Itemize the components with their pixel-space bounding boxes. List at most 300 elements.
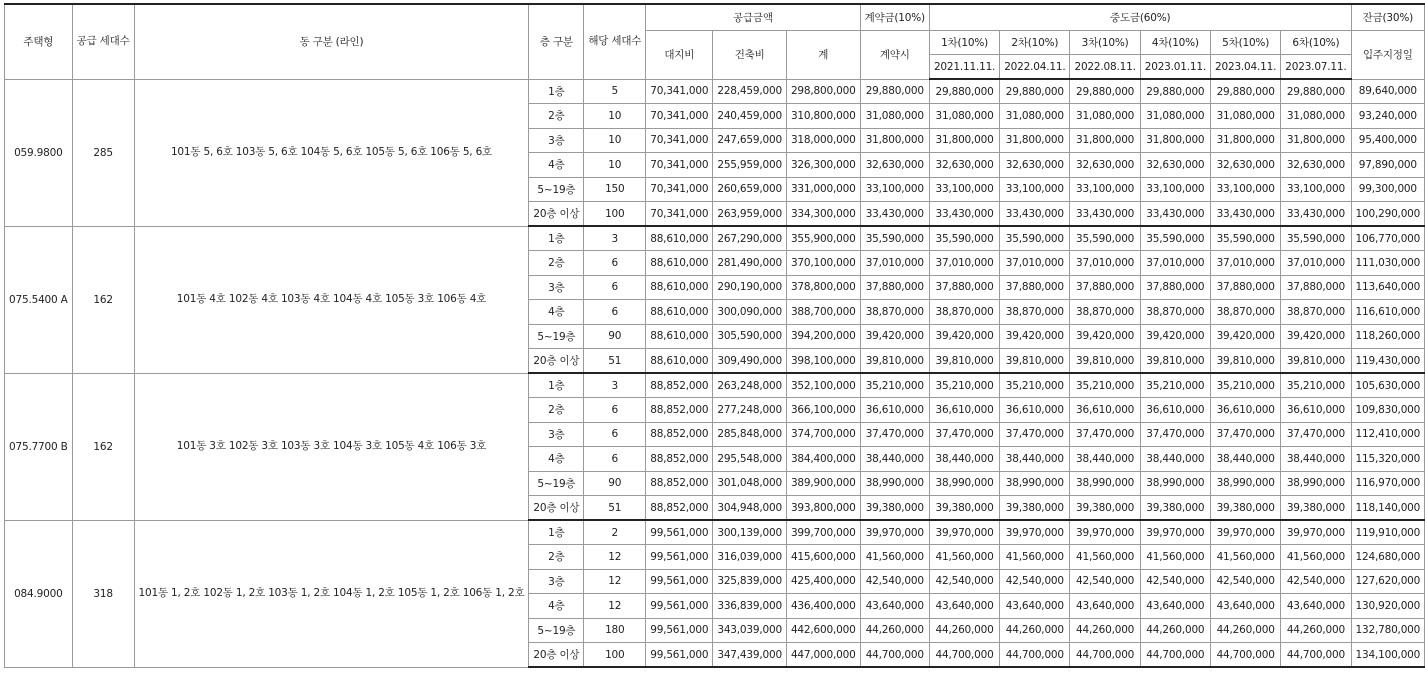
- total-price-cell: 355,900,000: [786, 226, 860, 251]
- total-price-cell: 298,800,000: [786, 79, 860, 104]
- total-price-cell: 399,700,000: [786, 520, 860, 545]
- header-balance-group: 잔금(30%): [1351, 4, 1425, 30]
- header-middle-5: 5차(10%): [1211, 30, 1281, 55]
- middle-payment-5-cell: 44,700,000: [1211, 643, 1281, 668]
- middle-payment-6-cell: 37,470,000: [1281, 422, 1351, 447]
- building-price-cell: 290,190,000: [713, 275, 787, 300]
- floor-cell: 3층: [529, 422, 584, 447]
- middle-payment-5-cell: 39,380,000: [1211, 496, 1281, 521]
- middle-payment-5-cell: 41,560,000: [1211, 545, 1281, 570]
- total-price-cell: 366,100,000: [786, 398, 860, 423]
- total-price-cell: 384,400,000: [786, 447, 860, 472]
- unit-count-cell: 10: [584, 128, 646, 153]
- unit-count-cell: 6: [584, 422, 646, 447]
- header-building: 동 구분 (라인): [134, 4, 529, 79]
- middle-payment-4-cell: 42,540,000: [1140, 569, 1210, 594]
- floor-cell: 20층 이상: [529, 202, 584, 227]
- middle-payment-3-cell: 41,560,000: [1070, 545, 1140, 570]
- balance-cell: 118,140,000: [1351, 496, 1425, 521]
- contract-cell: 39,970,000: [860, 520, 929, 545]
- total-price-cell: 352,100,000: [786, 373, 860, 398]
- house-type-cell: 075.5400 A: [5, 226, 73, 373]
- balance-cell: 113,640,000: [1351, 275, 1425, 300]
- house-type-cell: 084.9000: [5, 520, 73, 667]
- supply-units-cell: 285: [72, 79, 134, 226]
- middle-payment-5-cell: 35,590,000: [1211, 226, 1281, 251]
- header-middle-4-date: 2023.01.11.: [1140, 55, 1210, 80]
- middle-payment-1-cell: 38,440,000: [929, 447, 999, 472]
- middle-payment-5-cell: 38,870,000: [1211, 300, 1281, 325]
- floor-cell: 5~19층: [529, 177, 584, 202]
- building-price-cell: 300,139,000: [713, 520, 787, 545]
- header-contract-when: 계약시: [860, 30, 929, 79]
- header-floor: 층 구분: [529, 4, 584, 79]
- header-middle-3: 3차(10%): [1070, 30, 1140, 55]
- header-supply-price: 공급금액: [646, 4, 860, 30]
- unit-count-cell: 10: [584, 153, 646, 178]
- middle-payment-1-cell: 35,210,000: [929, 373, 999, 398]
- floor-cell: 2층: [529, 545, 584, 570]
- house-type-cell: 075.7700 B: [5, 373, 73, 520]
- middle-payment-2-cell: 29,880,000: [1000, 79, 1070, 104]
- header-contract-group: 계약금(10%): [860, 4, 929, 30]
- middle-payment-5-cell: 43,640,000: [1211, 594, 1281, 619]
- contract-cell: 43,640,000: [860, 594, 929, 619]
- unit-count-cell: 12: [584, 594, 646, 619]
- middle-payment-6-cell: 39,810,000: [1281, 349, 1351, 374]
- middle-payment-4-cell: 37,010,000: [1140, 251, 1210, 276]
- middle-payment-3-cell: 36,610,000: [1070, 398, 1140, 423]
- table-header: [5, 4, 1425, 79]
- land-price-cell: 99,561,000: [646, 520, 713, 545]
- balance-cell: 99,300,000: [1351, 177, 1425, 202]
- middle-payment-1-cell: 38,990,000: [929, 471, 999, 496]
- middle-payment-1-cell: 29,880,000: [929, 79, 999, 104]
- contract-cell: 37,010,000: [860, 251, 929, 276]
- middle-payment-3-cell: 38,870,000: [1070, 300, 1140, 325]
- middle-payment-1-cell: 37,010,000: [929, 251, 999, 276]
- total-price-cell: 415,600,000: [786, 545, 860, 570]
- middle-payment-2-cell: 41,560,000: [1000, 545, 1070, 570]
- balance-cell: 95,400,000: [1351, 128, 1425, 153]
- middle-payment-2-cell: 32,630,000: [1000, 153, 1070, 178]
- land-price-cell: 88,610,000: [646, 275, 713, 300]
- land-price-cell: 88,610,000: [646, 349, 713, 374]
- building-price-cell: 255,959,000: [713, 153, 787, 178]
- building-price-cell: 228,459,000: [713, 79, 787, 104]
- header-supply-units: 공급 세대수: [72, 4, 134, 79]
- floor-cell: 20층 이상: [529, 349, 584, 374]
- unit-count-cell: 12: [584, 545, 646, 570]
- land-price-cell: 70,341,000: [646, 79, 713, 104]
- middle-payment-4-cell: 29,880,000: [1140, 79, 1210, 104]
- building-price-cell: 325,839,000: [713, 569, 787, 594]
- middle-payment-2-cell: 43,640,000: [1000, 594, 1070, 619]
- balance-cell: 111,030,000: [1351, 251, 1425, 276]
- land-price-cell: 99,561,000: [646, 643, 713, 668]
- contract-cell: 29,880,000: [860, 79, 929, 104]
- unit-count-cell: 6: [584, 275, 646, 300]
- middle-payment-4-cell: 35,590,000: [1140, 226, 1210, 251]
- land-price-cell: 99,561,000: [646, 594, 713, 619]
- land-price-cell: 88,610,000: [646, 324, 713, 349]
- middle-payment-2-cell: 42,540,000: [1000, 569, 1070, 594]
- middle-payment-4-cell: 33,100,000: [1140, 177, 1210, 202]
- land-price-cell: 70,341,000: [646, 177, 713, 202]
- unit-count-cell: 2: [584, 520, 646, 545]
- unit-count-cell: 100: [584, 643, 646, 668]
- building-price-cell: 240,459,000: [713, 104, 787, 129]
- middle-payment-6-cell: 35,210,000: [1281, 373, 1351, 398]
- balance-cell: 116,970,000: [1351, 471, 1425, 496]
- contract-cell: 38,440,000: [860, 447, 929, 472]
- header-type: 주택형: [5, 4, 73, 79]
- total-price-cell: 331,000,000: [786, 177, 860, 202]
- middle-payment-1-cell: 43,640,000: [929, 594, 999, 619]
- land-price-cell: 88,852,000: [646, 398, 713, 423]
- unit-count-cell: 5: [584, 79, 646, 104]
- total-price-cell: 447,000,000: [786, 643, 860, 668]
- middle-payment-1-cell: 37,880,000: [929, 275, 999, 300]
- contract-cell: 39,380,000: [860, 496, 929, 521]
- unit-count-cell: 51: [584, 496, 646, 521]
- land-price-cell: 88,610,000: [646, 226, 713, 251]
- land-price-cell: 70,341,000: [646, 104, 713, 129]
- unit-count-cell: 90: [584, 324, 646, 349]
- middle-payment-1-cell: 39,810,000: [929, 349, 999, 374]
- balance-cell: 112,410,000: [1351, 422, 1425, 447]
- balance-cell: 127,620,000: [1351, 569, 1425, 594]
- land-price-cell: 99,561,000: [646, 545, 713, 570]
- middle-payment-6-cell: 39,420,000: [1281, 324, 1351, 349]
- middle-payment-6-cell: 38,990,000: [1281, 471, 1351, 496]
- building-price-cell: 285,848,000: [713, 422, 787, 447]
- supply-price-table: [4, 3, 1425, 668]
- middle-payment-5-cell: 37,880,000: [1211, 275, 1281, 300]
- middle-payment-4-cell: 31,800,000: [1140, 128, 1210, 153]
- floor-cell: 5~19층: [529, 618, 584, 643]
- middle-payment-5-cell: 33,100,000: [1211, 177, 1281, 202]
- middle-payment-2-cell: 31,800,000: [1000, 128, 1070, 153]
- unit-count-cell: 6: [584, 447, 646, 472]
- land-price-cell: 88,610,000: [646, 251, 713, 276]
- middle-payment-5-cell: 38,440,000: [1211, 447, 1281, 472]
- unit-count-cell: 3: [584, 226, 646, 251]
- contract-cell: 44,260,000: [860, 618, 929, 643]
- contract-cell: 37,880,000: [860, 275, 929, 300]
- balance-cell: 116,610,000: [1351, 300, 1425, 325]
- header-middle-6-date: 2023.07.11.: [1281, 55, 1351, 80]
- price-table-container: [4, 3, 1425, 668]
- middle-payment-3-cell: 42,540,000: [1070, 569, 1140, 594]
- middle-payment-3-cell: 44,700,000: [1070, 643, 1140, 668]
- middle-payment-6-cell: 41,560,000: [1281, 545, 1351, 570]
- contract-cell: 38,990,000: [860, 471, 929, 496]
- middle-payment-6-cell: 37,010,000: [1281, 251, 1351, 276]
- middle-payment-1-cell: 31,800,000: [929, 128, 999, 153]
- building-price-cell: 260,659,000: [713, 177, 787, 202]
- total-price-cell: 398,100,000: [786, 349, 860, 374]
- middle-payment-3-cell: 32,630,000: [1070, 153, 1140, 178]
- building-price-cell: 300,090,000: [713, 300, 787, 325]
- middle-payment-4-cell: 31,080,000: [1140, 104, 1210, 129]
- middle-payment-3-cell: 37,880,000: [1070, 275, 1140, 300]
- middle-payment-3-cell: 33,430,000: [1070, 202, 1140, 227]
- middle-payment-6-cell: 31,800,000: [1281, 128, 1351, 153]
- middle-payment-3-cell: 35,210,000: [1070, 373, 1140, 398]
- middle-payment-5-cell: 31,080,000: [1211, 104, 1281, 129]
- middle-payment-2-cell: 37,470,000: [1000, 422, 1070, 447]
- land-price-cell: 70,341,000: [646, 128, 713, 153]
- middle-payment-4-cell: 39,380,000: [1140, 496, 1210, 521]
- header-middle-4: 4차(10%): [1140, 30, 1210, 55]
- middle-payment-1-cell: 37,470,000: [929, 422, 999, 447]
- middle-payment-6-cell: 32,630,000: [1281, 153, 1351, 178]
- floor-cell: 1층: [529, 79, 584, 104]
- table-row: [5, 520, 1425, 545]
- total-price-cell: 310,800,000: [786, 104, 860, 129]
- table-row: [5, 79, 1425, 104]
- unit-count-cell: 6: [584, 300, 646, 325]
- middle-payment-2-cell: 38,870,000: [1000, 300, 1070, 325]
- header-middle-2-date: 2022.04.11.: [1000, 55, 1070, 80]
- header-middle-group: 중도금(60%): [929, 4, 1351, 30]
- building-price-cell: 309,490,000: [713, 349, 787, 374]
- middle-payment-2-cell: 44,260,000: [1000, 618, 1070, 643]
- middle-payment-4-cell: 37,880,000: [1140, 275, 1210, 300]
- floor-cell: 1층: [529, 226, 584, 251]
- balance-cell: 118,260,000: [1351, 324, 1425, 349]
- building-price-cell: 277,248,000: [713, 398, 787, 423]
- header-building-cost: 건축비: [713, 30, 787, 79]
- middle-payment-3-cell: 39,380,000: [1070, 496, 1140, 521]
- balance-cell: 105,630,000: [1351, 373, 1425, 398]
- middle-payment-4-cell: 43,640,000: [1140, 594, 1210, 619]
- middle-payment-3-cell: 39,970,000: [1070, 520, 1140, 545]
- balance-cell: 119,910,000: [1351, 520, 1425, 545]
- middle-payment-1-cell: 39,420,000: [929, 324, 999, 349]
- middle-payment-1-cell: 44,260,000: [929, 618, 999, 643]
- building-price-cell: 301,048,000: [713, 471, 787, 496]
- header-units-count: 해당 세대수: [584, 4, 646, 79]
- land-price-cell: 88,852,000: [646, 422, 713, 447]
- floor-cell: 1층: [529, 520, 584, 545]
- total-price-cell: 334,300,000: [786, 202, 860, 227]
- balance-cell: 134,100,000: [1351, 643, 1425, 668]
- total-price-cell: 318,000,000: [786, 128, 860, 153]
- floor-cell: 20층 이상: [529, 496, 584, 521]
- table-body: [5, 79, 1425, 667]
- supply-units-cell: 162: [72, 373, 134, 520]
- building-price-cell: 304,948,000: [713, 496, 787, 521]
- supply-units-cell: 318: [72, 520, 134, 667]
- contract-cell: 44,700,000: [860, 643, 929, 668]
- middle-payment-5-cell: 36,610,000: [1211, 398, 1281, 423]
- middle-payment-3-cell: 33,100,000: [1070, 177, 1140, 202]
- balance-cell: 115,320,000: [1351, 447, 1425, 472]
- header-middle-6: 6차(10%): [1281, 30, 1351, 55]
- middle-payment-2-cell: 39,420,000: [1000, 324, 1070, 349]
- building-price-cell: 343,039,000: [713, 618, 787, 643]
- middle-payment-4-cell: 39,970,000: [1140, 520, 1210, 545]
- floor-cell: 3층: [529, 275, 584, 300]
- contract-cell: 31,800,000: [860, 128, 929, 153]
- land-price-cell: 88,852,000: [646, 471, 713, 496]
- middle-payment-1-cell: 35,590,000: [929, 226, 999, 251]
- middle-payment-4-cell: 39,810,000: [1140, 349, 1210, 374]
- total-price-cell: 442,600,000: [786, 618, 860, 643]
- unit-count-cell: 100: [584, 202, 646, 227]
- building-price-cell: 295,548,000: [713, 447, 787, 472]
- building-price-cell: 336,839,000: [713, 594, 787, 619]
- building-units-cell: 101동 5, 6호 103동 5, 6호 104동 5, 6호 105동 5, 6호 106동 5, 6호: [134, 79, 529, 226]
- unit-count-cell: 3: [584, 373, 646, 398]
- middle-payment-2-cell: 37,010,000: [1000, 251, 1070, 276]
- balance-cell: 106,770,000: [1351, 226, 1425, 251]
- middle-payment-1-cell: 44,700,000: [929, 643, 999, 668]
- middle-payment-6-cell: 33,430,000: [1281, 202, 1351, 227]
- building-price-cell: 281,490,000: [713, 251, 787, 276]
- middle-payment-3-cell: 38,440,000: [1070, 447, 1140, 472]
- middle-payment-3-cell: 29,880,000: [1070, 79, 1140, 104]
- middle-payment-4-cell: 38,870,000: [1140, 300, 1210, 325]
- unit-count-cell: 150: [584, 177, 646, 202]
- total-price-cell: 374,700,000: [786, 422, 860, 447]
- middle-payment-5-cell: 29,880,000: [1211, 79, 1281, 104]
- house-type-cell: 059.9800: [5, 79, 73, 226]
- middle-payment-1-cell: 41,560,000: [929, 545, 999, 570]
- middle-payment-3-cell: 44,260,000: [1070, 618, 1140, 643]
- middle-payment-5-cell: 39,810,000: [1211, 349, 1281, 374]
- floor-cell: 2층: [529, 398, 584, 423]
- middle-payment-2-cell: 31,080,000: [1000, 104, 1070, 129]
- total-price-cell: 326,300,000: [786, 153, 860, 178]
- contract-cell: 39,810,000: [860, 349, 929, 374]
- middle-payment-2-cell: 39,970,000: [1000, 520, 1070, 545]
- unit-count-cell: 10: [584, 104, 646, 129]
- middle-payment-6-cell: 31,080,000: [1281, 104, 1351, 129]
- total-price-cell: 370,100,000: [786, 251, 860, 276]
- balance-cell: 100,290,000: [1351, 202, 1425, 227]
- middle-payment-1-cell: 36,610,000: [929, 398, 999, 423]
- unit-count-cell: 90: [584, 471, 646, 496]
- header-middle-3-date: 2022.08.11.: [1070, 55, 1140, 80]
- middle-payment-5-cell: 38,990,000: [1211, 471, 1281, 496]
- middle-payment-6-cell: 44,260,000: [1281, 618, 1351, 643]
- floor-cell: 4층: [529, 300, 584, 325]
- middle-payment-4-cell: 39,420,000: [1140, 324, 1210, 349]
- land-price-cell: 88,852,000: [646, 373, 713, 398]
- middle-payment-2-cell: 38,440,000: [1000, 447, 1070, 472]
- balance-cell: 119,430,000: [1351, 349, 1425, 374]
- building-price-cell: 263,959,000: [713, 202, 787, 227]
- middle-payment-4-cell: 44,260,000: [1140, 618, 1210, 643]
- middle-payment-3-cell: 31,800,000: [1070, 128, 1140, 153]
- header-middle-5-date: 2023.04.11.: [1211, 55, 1281, 80]
- land-price-cell: 99,561,000: [646, 569, 713, 594]
- middle-payment-2-cell: 35,210,000: [1000, 373, 1070, 398]
- contract-cell: 33,100,000: [860, 177, 929, 202]
- middle-payment-5-cell: 31,800,000: [1211, 128, 1281, 153]
- table-row: [5, 373, 1425, 398]
- total-price-cell: 378,800,000: [786, 275, 860, 300]
- middle-payment-3-cell: 37,010,000: [1070, 251, 1140, 276]
- header-middle-1-date: 2021.11.11.: [929, 55, 999, 80]
- middle-payment-4-cell: 37,470,000: [1140, 422, 1210, 447]
- contract-cell: 35,590,000: [860, 226, 929, 251]
- middle-payment-2-cell: 33,100,000: [1000, 177, 1070, 202]
- middle-payment-1-cell: 39,380,000: [929, 496, 999, 521]
- land-price-cell: 88,610,000: [646, 300, 713, 325]
- floor-cell: 20층 이상: [529, 643, 584, 668]
- total-price-cell: 425,400,000: [786, 569, 860, 594]
- balance-cell: 109,830,000: [1351, 398, 1425, 423]
- total-price-cell: 436,400,000: [786, 594, 860, 619]
- middle-payment-1-cell: 42,540,000: [929, 569, 999, 594]
- contract-cell: 35,210,000: [860, 373, 929, 398]
- middle-payment-3-cell: 39,420,000: [1070, 324, 1140, 349]
- middle-payment-2-cell: 35,590,000: [1000, 226, 1070, 251]
- middle-payment-4-cell: 38,440,000: [1140, 447, 1210, 472]
- contract-cell: 32,630,000: [860, 153, 929, 178]
- building-price-cell: 247,659,000: [713, 128, 787, 153]
- land-price-cell: 88,852,000: [646, 447, 713, 472]
- total-price-cell: 394,200,000: [786, 324, 860, 349]
- middle-payment-6-cell: 42,540,000: [1281, 569, 1351, 594]
- middle-payment-3-cell: 35,590,000: [1070, 226, 1140, 251]
- middle-payment-5-cell: 32,630,000: [1211, 153, 1281, 178]
- header-middle-1: 1차(10%): [929, 30, 999, 55]
- building-price-cell: 316,039,000: [713, 545, 787, 570]
- middle-payment-2-cell: 36,610,000: [1000, 398, 1070, 423]
- building-price-cell: 267,290,000: [713, 226, 787, 251]
- floor-cell: 5~19층: [529, 471, 584, 496]
- middle-payment-6-cell: 43,640,000: [1281, 594, 1351, 619]
- building-units-cell: 101동 1, 2호 102동 1, 2호 103동 1, 2호 104동 1, 2호 105동 1, 2호 106동 1, 2호: [134, 520, 529, 667]
- middle-payment-3-cell: 43,640,000: [1070, 594, 1140, 619]
- middle-payment-4-cell: 35,210,000: [1140, 373, 1210, 398]
- middle-payment-4-cell: 38,990,000: [1140, 471, 1210, 496]
- balance-cell: 124,680,000: [1351, 545, 1425, 570]
- middle-payment-6-cell: 39,970,000: [1281, 520, 1351, 545]
- middle-payment-5-cell: 39,420,000: [1211, 324, 1281, 349]
- middle-payment-6-cell: 36,610,000: [1281, 398, 1351, 423]
- balance-cell: 93,240,000: [1351, 104, 1425, 129]
- floor-cell: 4층: [529, 447, 584, 472]
- middle-payment-6-cell: 38,440,000: [1281, 447, 1351, 472]
- contract-cell: 36,610,000: [860, 398, 929, 423]
- balance-cell: 89,640,000: [1351, 79, 1425, 104]
- land-price-cell: 70,341,000: [646, 153, 713, 178]
- balance-cell: 130,920,000: [1351, 594, 1425, 619]
- unit-count-cell: 12: [584, 569, 646, 594]
- middle-payment-6-cell: 35,590,000: [1281, 226, 1351, 251]
- floor-cell: 3층: [529, 128, 584, 153]
- middle-payment-2-cell: 33,430,000: [1000, 202, 1070, 227]
- total-price-cell: 388,700,000: [786, 300, 860, 325]
- middle-payment-2-cell: 38,990,000: [1000, 471, 1070, 496]
- middle-payment-1-cell: 33,430,000: [929, 202, 999, 227]
- middle-payment-4-cell: 44,700,000: [1140, 643, 1210, 668]
- middle-payment-5-cell: 37,470,000: [1211, 422, 1281, 447]
- building-price-cell: 305,590,000: [713, 324, 787, 349]
- contract-cell: 31,080,000: [860, 104, 929, 129]
- middle-payment-1-cell: 33,100,000: [929, 177, 999, 202]
- middle-payment-4-cell: 32,630,000: [1140, 153, 1210, 178]
- middle-payment-5-cell: 42,540,000: [1211, 569, 1281, 594]
- contract-cell: 37,470,000: [860, 422, 929, 447]
- unit-count-cell: 6: [584, 398, 646, 423]
